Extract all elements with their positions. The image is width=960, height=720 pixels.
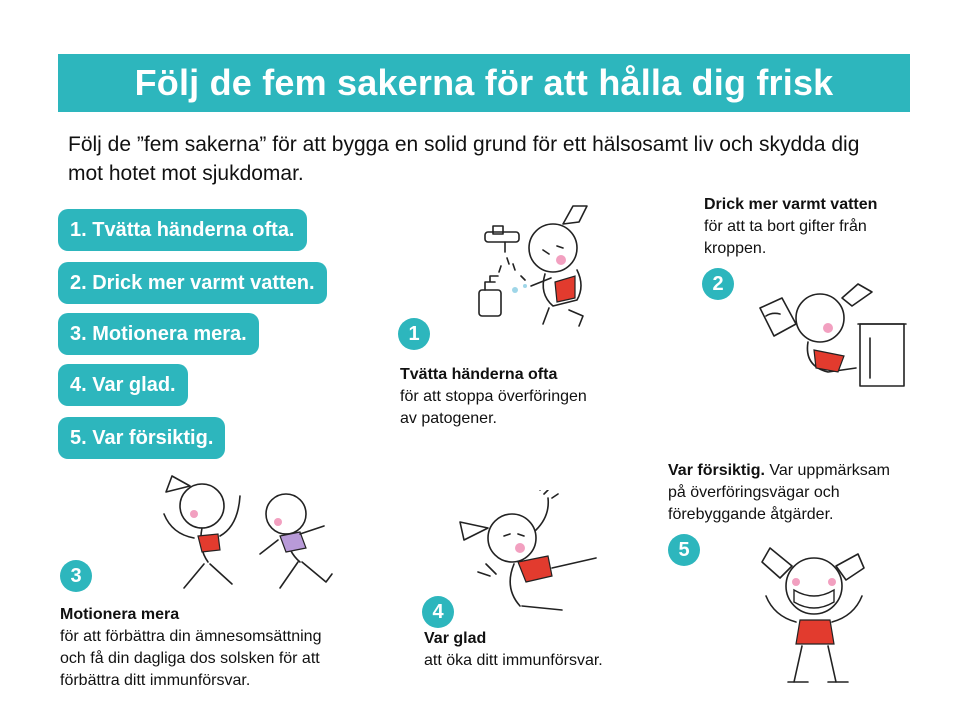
step-heading: Motionera mera xyxy=(60,606,180,623)
list-item-drink-water: 2. Drick mer varmt vatten. xyxy=(58,262,327,304)
step-text: förebyggande åtgärder. xyxy=(668,506,834,523)
step-heading: Drick mer varmt vatten xyxy=(704,196,878,213)
list-item-be-happy: 4. Var glad. xyxy=(58,364,188,406)
step-number-badge: 2 xyxy=(702,268,734,300)
list-item-exercise: 3. Motionera mera. xyxy=(58,313,259,355)
title-banner xyxy=(58,54,910,112)
step-2-caption xyxy=(704,194,877,260)
step-text: Var uppmärksam xyxy=(764,462,890,479)
step-number-badge: 3 xyxy=(60,560,92,592)
step-number-badge: 4 xyxy=(422,596,454,628)
step-text: kroppen. xyxy=(704,240,767,257)
step-text: av patogener. xyxy=(400,410,497,427)
step-4-caption xyxy=(424,628,603,672)
step-5-caption xyxy=(668,460,890,526)
handwashing-illustration xyxy=(465,190,615,330)
step-1-caption xyxy=(400,364,587,430)
intro-text: Följ de ”fem sakerna” för att bygga en solid grund för ett hälsosamt liv och skydda dig mot hotet mot sjukdomar. xyxy=(68,133,860,185)
step-heading: Tvätta händerna ofta xyxy=(400,366,558,383)
drinking-water-illustration xyxy=(738,268,918,393)
step-text: för att stoppa överföringen xyxy=(400,388,587,405)
step-3-caption xyxy=(60,604,321,692)
step-text: att öka ditt immunförsvar. xyxy=(424,652,603,669)
step-text: för att förbättra din ämnesomsättning xyxy=(60,628,322,645)
list-item-be-careful: 5. Var försiktig. xyxy=(58,417,225,459)
happy-illustration xyxy=(448,490,608,625)
step-heading: Var försiktig. xyxy=(668,462,765,479)
page-title: Följ de fem sakerna för att hålla dig frisk xyxy=(134,62,834,103)
step-number-badge: 5 xyxy=(668,534,700,566)
mask-illustration xyxy=(752,538,882,688)
exercise-illustration xyxy=(140,470,350,605)
step-text: förbättra ditt immunförsvar. xyxy=(60,672,251,689)
step-text: och få din dagliga dos solsken för att xyxy=(60,650,320,667)
step-number-badge: 1 xyxy=(398,318,430,350)
list-item-wash-hands: 1. Tvätta händerna ofta. xyxy=(58,209,307,251)
step-heading: Var glad xyxy=(424,630,487,647)
step-text: för att ta bort gifter från xyxy=(704,218,867,235)
step-text: på överföringsvägar och xyxy=(668,484,840,501)
